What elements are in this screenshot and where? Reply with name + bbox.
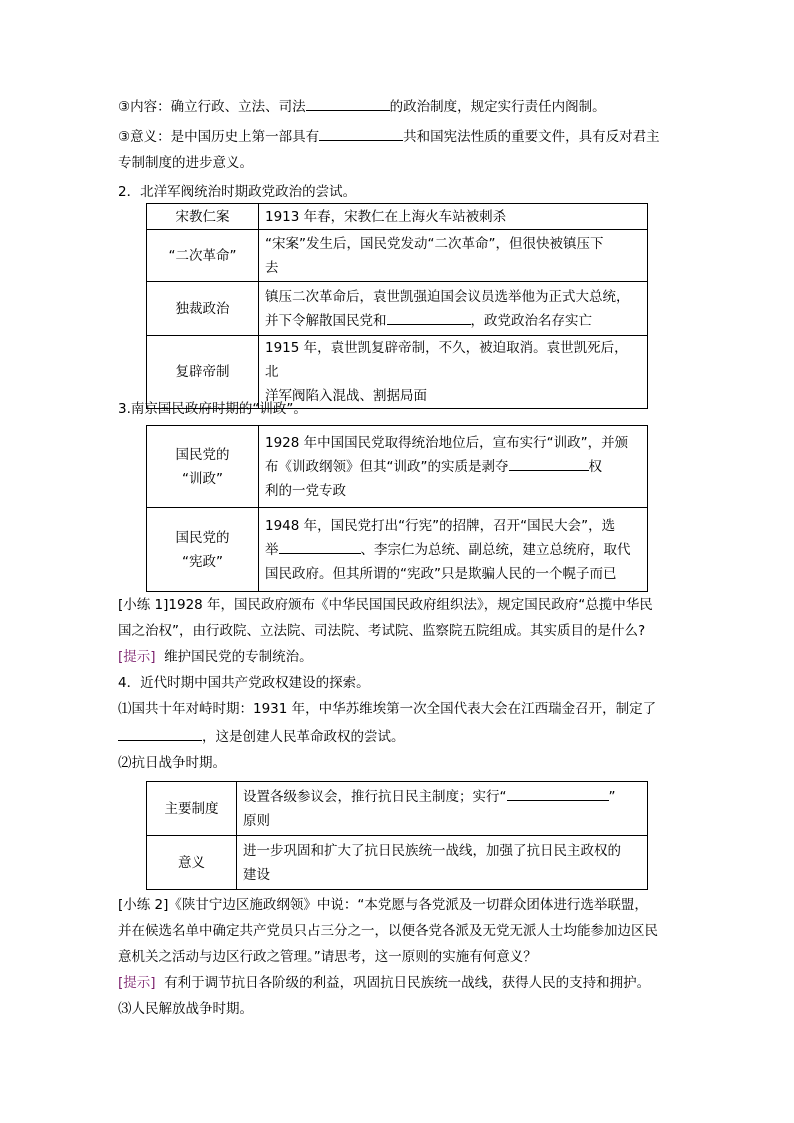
table-desc-line: 建设 xyxy=(243,866,270,883)
section4-p2: ⑵抗日战争时期。 xyxy=(118,755,226,771)
table-desc-line xyxy=(243,785,641,809)
fill-blank[interactable] xyxy=(509,456,589,471)
section3-heading: 3.南京国民政府时期的“训政”。 xyxy=(118,401,307,417)
p1-text: ，这是创建人民革命政权的尝试。 xyxy=(202,729,405,745)
desc-text: 并下令解散国民党和 xyxy=(265,312,387,329)
table-term: 意义 xyxy=(147,836,237,890)
desc-text: ” xyxy=(608,788,616,805)
table-desc xyxy=(259,508,648,592)
practice2-question: [小练 2]《陕甘宁边区施政纲领》中说：“本党愿与各党派及一切群众团体进行选举联盟， xyxy=(118,897,648,913)
term-line: “训政” xyxy=(182,470,223,487)
table-term: 主要制度 xyxy=(147,782,237,836)
table-row xyxy=(147,508,648,592)
table-term: 独裁政治 xyxy=(147,282,259,336)
table-desc xyxy=(237,782,648,836)
table-row xyxy=(147,204,648,230)
practice1-question-cont: 国之治权”，由行政院、立法院、司法院、考试院、监察院五院组成。其实质目的是什么? xyxy=(118,623,646,639)
table-desc-line: 原则 xyxy=(243,812,270,829)
section4-p1: ⑴国共十年对峙时期：1931 年，中华苏维埃第一次全国代表大会在江西瑞金召开，制定了 xyxy=(118,701,657,717)
section4-p1-cont xyxy=(118,726,688,747)
fill-blank[interactable] xyxy=(319,126,403,141)
meaning-text-cont: 共和国宪法性质的重要文件，具有反对君主 xyxy=(403,129,660,145)
table-row xyxy=(147,836,648,890)
table-desc-line: “宋案”发生后，国民党发动“二次革命”，但很快被镇压下 xyxy=(265,235,604,252)
table-term xyxy=(147,508,259,592)
content-text-cont: 的政治制度，规定实行责任内阁制。 xyxy=(389,99,606,115)
desc-text: 举 xyxy=(265,541,279,558)
practice2-question-cont: 并在候选名单中确定共产党员只占三分之一，以便各党各派及无党无派人士均能参加边区民 xyxy=(118,923,658,939)
table-row xyxy=(147,282,648,336)
fill-blank[interactable] xyxy=(306,96,390,111)
table-desc-line: 镇压二次革命后，袁世凯强迫国会议员选举他为正式大总统， xyxy=(265,288,630,305)
desc-text: ，政党政治名存实亡 xyxy=(470,312,592,329)
fill-blank[interactable] xyxy=(387,310,471,325)
section2-heading: 2．北洋军阀统治时期政党政治的尝试。 xyxy=(118,184,357,200)
content-line xyxy=(118,96,688,117)
table-term xyxy=(147,426,259,508)
fill-blank[interactable] xyxy=(279,539,361,554)
practice2-tip xyxy=(118,973,688,993)
content-text: ③内容：确立行政、立法、司法 xyxy=(118,99,306,115)
table-desc-line xyxy=(265,455,641,479)
table-desc xyxy=(237,836,648,890)
table-desc-line: 1928 年中国国民党取得统治地位后，宣布实行“训政”，并颁 xyxy=(265,434,629,451)
beiyang-table xyxy=(146,203,648,409)
table-row xyxy=(147,782,648,836)
fill-blank[interactable] xyxy=(118,726,202,741)
table-desc-line: 进一步巩固和扩大了抗日民族统一战线，加强了抗日民主政权的 xyxy=(243,842,621,859)
desc-text: 布《训政纲领》但其“训政”的实质是剥夺 xyxy=(265,458,509,475)
table-desc: 1913 年春，宋教仁在上海火车站被刺杀 xyxy=(259,204,648,230)
table-desc xyxy=(259,230,648,282)
tip-label: [提示] xyxy=(118,649,156,665)
table-desc-line: 去 xyxy=(265,259,279,276)
section4-p3: ⑶人民解放战争时期。 xyxy=(118,1001,253,1017)
meaning-line xyxy=(118,126,688,147)
table-desc-line: 1915 年，袁世凯复辟帝制，不久，被迫取消。袁世凯死后，北 xyxy=(265,340,628,380)
table-row xyxy=(147,230,648,282)
table-desc-line xyxy=(265,538,641,562)
term-line: 国民党的 xyxy=(175,529,230,546)
table-term: 复辟帝制 xyxy=(147,336,259,409)
term-line: 国民党的 xyxy=(175,446,230,463)
tip-text: 维护国民党的专制统治。 xyxy=(164,649,313,665)
table-desc-line: 利的一党专政 xyxy=(265,482,346,499)
fill-blank[interactable] xyxy=(507,786,609,801)
nanjing-table xyxy=(146,425,648,592)
term-line: “宪政” xyxy=(182,553,223,570)
desc-text: 设置各级参议会，推行抗日民主制度；实行“ xyxy=(243,788,507,805)
table-row xyxy=(147,336,648,409)
table-desc-line: 1948 年，国民党打出“行宪”的招牌，召开“国民大会”，选 xyxy=(265,517,616,534)
section4-heading: 4．近代时期中国共产党政权建设的探索。 xyxy=(118,675,370,691)
practice2-question-end: 意机关之活动与边区行政之管理。”请思考，这一原则的实施有何意义？ xyxy=(118,949,537,965)
meaning-line-2 xyxy=(118,153,688,173)
table-desc-line: 国民政府。但其所谓的“宪政”只是欺骗人民的一个幌子而已 xyxy=(265,565,617,582)
tip-text: 有利于调节抗日各阶级的利益，巩固抗日民族统一战线，获得人民的支持和拥护。 xyxy=(164,975,651,991)
tip-label: [提示] xyxy=(118,975,156,991)
practice1-question: [小练 1]1928 年，国民政府颁布《中华民国国民政府组织法》，规定国民政府“总揽中华民 xyxy=(118,597,653,613)
table-desc xyxy=(259,282,648,336)
table-desc xyxy=(259,426,648,508)
table-term: 宋教仁案 xyxy=(147,204,259,230)
resistance-table xyxy=(146,781,648,890)
table-desc xyxy=(259,336,648,409)
table-desc-line xyxy=(265,309,641,333)
table-row xyxy=(147,426,648,508)
table-desc-line: 洋军阀陷入混战、割据局面 xyxy=(265,388,427,404)
meaning-text-end: 专制制度的进步意义。 xyxy=(118,155,253,171)
meaning-text: ③意义：是中国历史上第一部具有 xyxy=(118,129,320,145)
table-term: “二次革命” xyxy=(147,230,259,282)
desc-text: 权 xyxy=(588,458,602,475)
practice1-tip xyxy=(118,647,688,667)
desc-text: 、李宗仁为总统、副总统，建立总统府，取代 xyxy=(360,541,631,558)
